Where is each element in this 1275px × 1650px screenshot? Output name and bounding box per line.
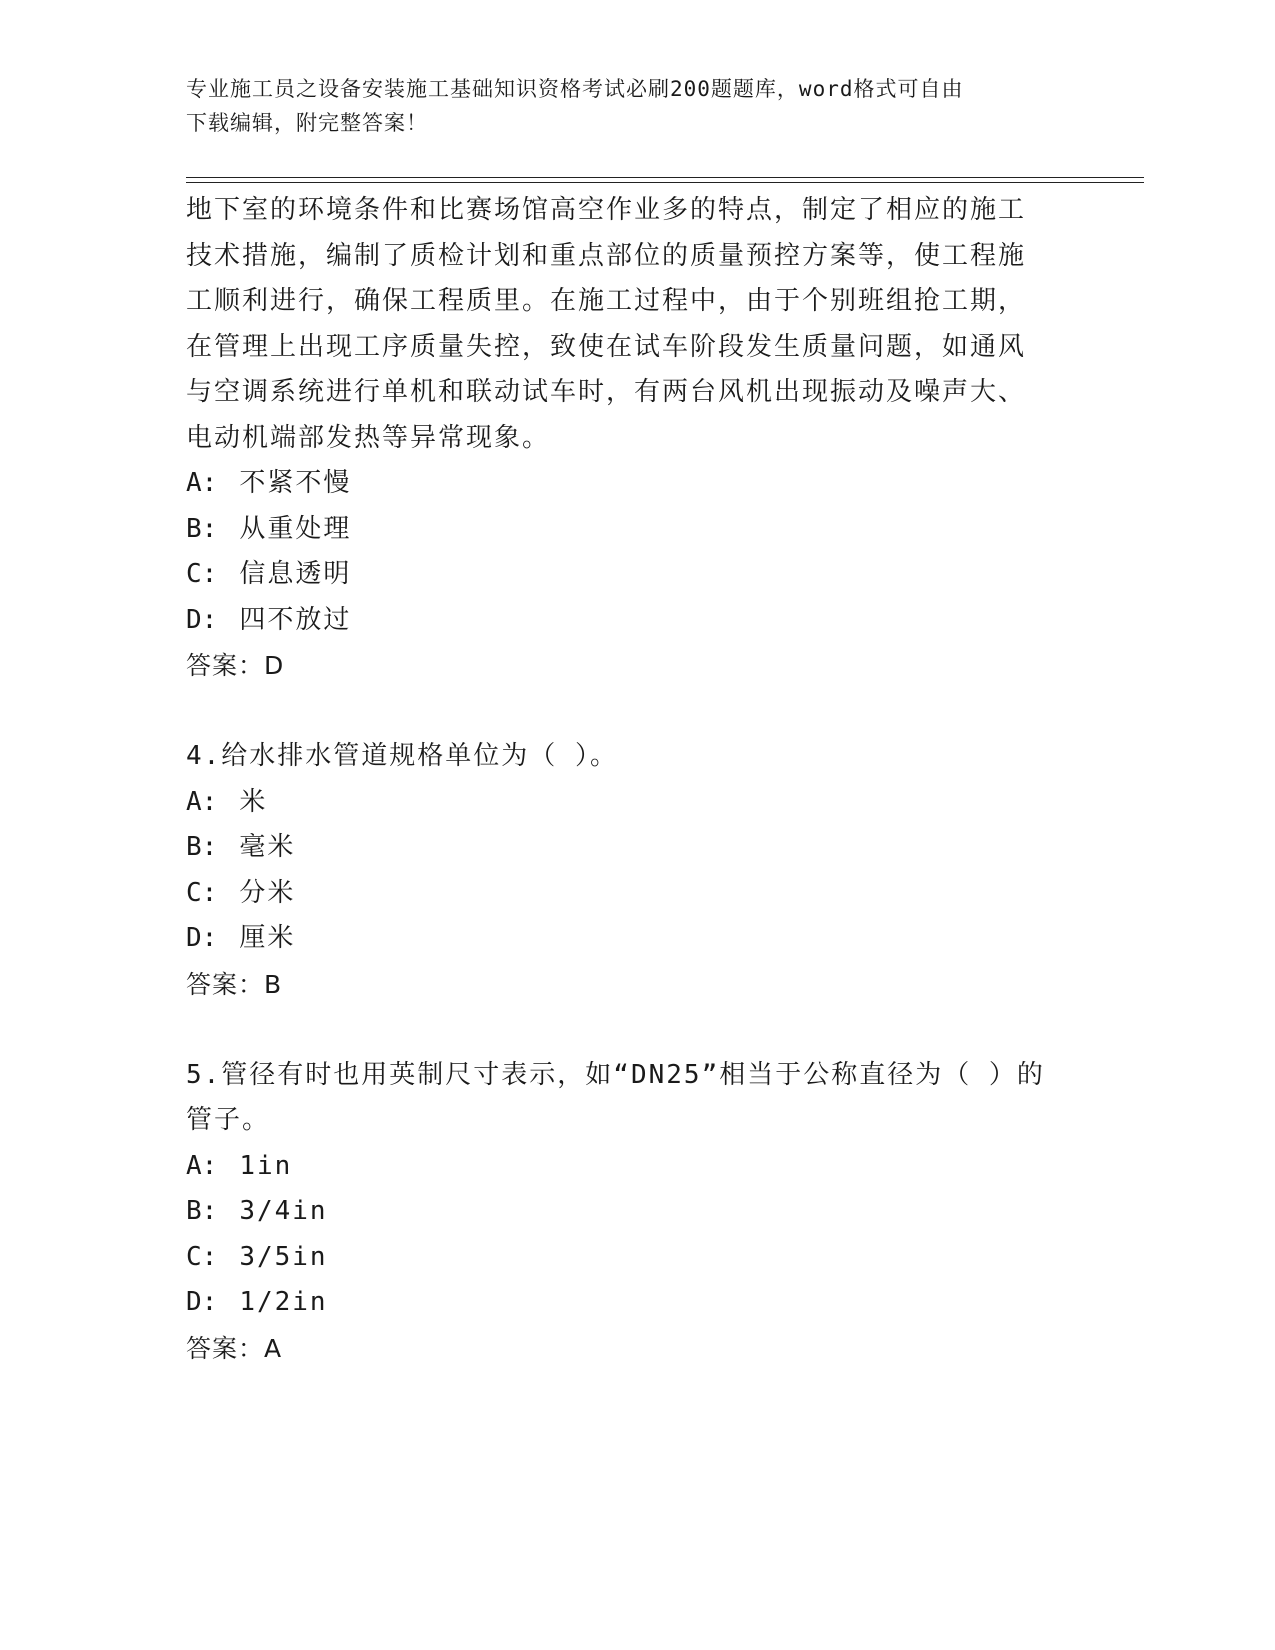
option-b [186,507,1086,553]
option-text: 3/5in [239,1241,328,1272]
option-d [186,916,1086,962]
answer-line: 答案：B [186,969,283,999]
option-letter: C: [186,1241,218,1272]
question-title: 5.管径有时也用英制尺寸表示，如“DN25”相当于公称直径为（ ）的 [186,1059,1045,1090]
option-c [186,552,1086,598]
answer-line: 答案：A [186,1333,283,1363]
option-letter: D: [186,604,218,635]
option-text: 1in [239,1150,293,1181]
option-d [186,598,1086,644]
option-text: 信息透明 [239,559,352,589]
question-5 [186,1053,1086,1372]
spacer [186,1007,1086,1053]
option-text: 从重处理 [239,513,352,544]
question-title: 4.给水排水管道规格单位为（ ）。 [186,741,618,771]
option-letter: B: [186,1196,218,1226]
option-c [186,1235,1086,1281]
header-divider-bottom [186,182,1144,183]
option-b [186,1189,1086,1235]
option-letter: A: [186,1150,218,1181]
question-text-line: 在管理上出现工序质量失控，致使在试车阶段发生质量问题，如通风 [186,331,1027,362]
option-text: 不紧不慢 [239,468,352,498]
option-letter: A: [186,786,218,817]
question-text-line: 与空调系统进行单机和联动试车时，有两台风机出现振动及噪声大、 [186,377,1027,407]
option-letter: C: [186,559,218,589]
answer-line: 答案：D [186,651,285,680]
document-body [186,188,1086,1371]
question-title-continued: 管子。 [186,1105,271,1135]
question-3 [186,188,1086,689]
question-text-line: 地下室的环境条件和比赛场馆高空作业多的特点，制定了相应的施工 [186,195,1027,225]
option-text: 3/4in [239,1196,328,1226]
option-letter: C: [186,877,218,908]
option-letter: D: [186,1287,218,1317]
header-line-1: 专业施工员之设备安装施工基础知识资格考试必刷200题题库，word格式可自由 [186,77,964,101]
option-b [186,825,1086,871]
option-text: 厘米 [239,923,296,953]
option-a [186,461,1086,507]
document-header [186,72,1066,140]
spacer [186,689,1086,735]
option-letter: A: [186,468,218,498]
option-text: 米 [239,786,268,817]
header-line-2: 下载编辑，附完整答案！ [186,111,428,135]
option-a [186,780,1086,826]
option-d [186,1280,1086,1326]
option-text: 四不放过 [239,604,352,635]
option-c [186,871,1086,917]
option-text: 1/2in [239,1287,328,1317]
header-divider-top [186,177,1144,178]
question-text-line: 工顺利进行，确保工程质里。在施工过程中，由于个别班组抢工期， [186,286,1027,316]
option-text: 毫米 [239,832,296,862]
option-text: 分米 [239,877,296,908]
question-4 [186,734,1086,1007]
option-a [186,1144,1086,1190]
option-letter: D: [186,923,218,953]
question-text-line: 电动机端部发热等异常现象。 [186,422,551,453]
option-letter: B: [186,832,218,862]
question-text-line: 技术措施，编制了质检计划和重点部位的质量预控方案等，使工程施 [186,240,1027,271]
option-letter: B: [186,513,218,544]
